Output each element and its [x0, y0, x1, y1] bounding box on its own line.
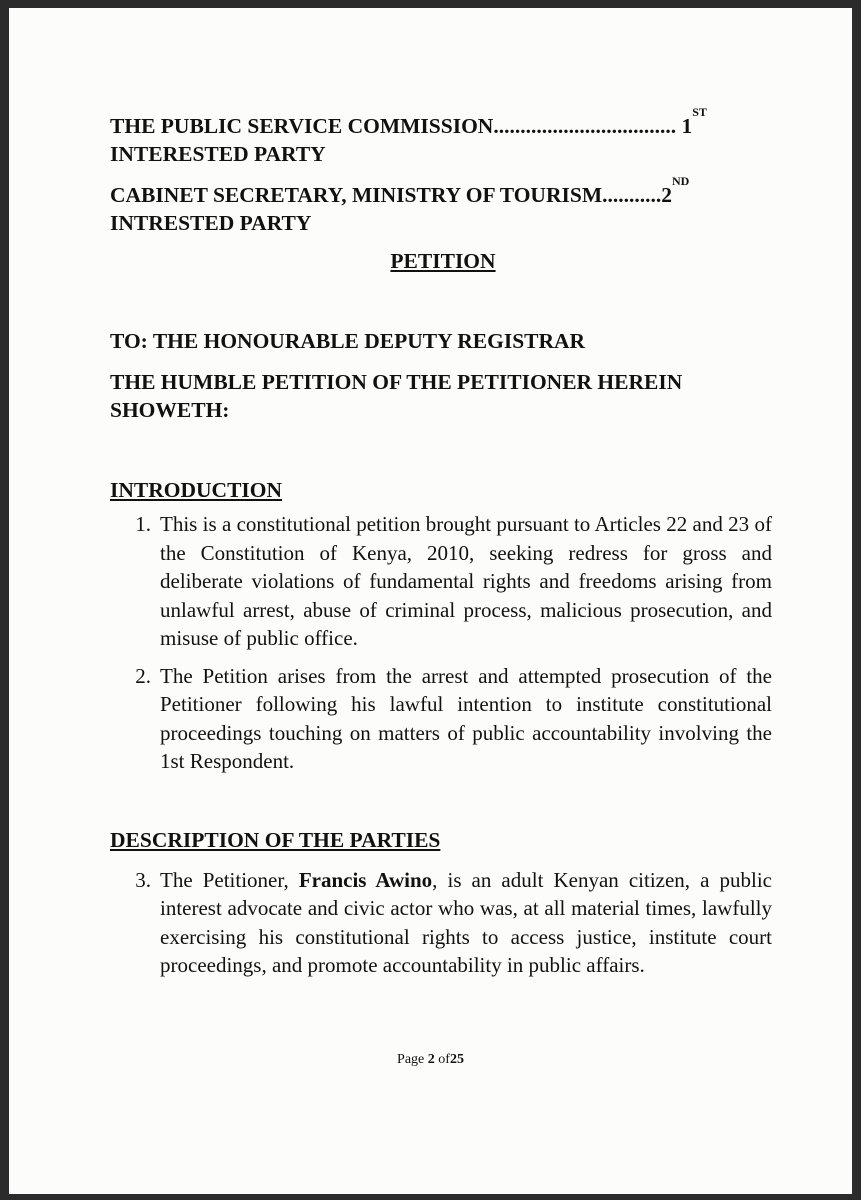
paragraph-number: 2. [135, 663, 151, 688]
paragraph-2 [110, 662, 772, 776]
description-of-parties-heading: DESCRIPTION OF THE PARTIES [110, 827, 441, 852]
second-interested-party [110, 174, 772, 237]
party-name: THE PUBLIC SERVICE COMMISSION [110, 114, 494, 138]
paragraph-text: The Petitioner, Francis Awino, is an adult Kenyan citizen, a public interest advocate and civic actor who was, at all material times, lawfully exercising his constitutional rights to access justice, institute court proceedings, and promote accountability in public affairs. [160, 867, 772, 977]
party-role: INTERESTED PARTY [110, 142, 326, 166]
humble-petition-heading [110, 368, 772, 424]
addressee-line: TO: THE HONOURABLE DEPUTY REGISTRAR [110, 329, 586, 353]
party-ordinal: 2 [661, 183, 672, 207]
party-role: INTRESTED PARTY [110, 211, 312, 235]
document-page [9, 8, 852, 1194]
petitioner-name: Francis Awino [298, 867, 433, 892]
first-interested-party [110, 105, 772, 168]
page-current: 2 [427, 1052, 435, 1067]
paragraph-1 [110, 510, 772, 653]
page-footer [9, 1052, 852, 1068]
party-ordinal: 1 [681, 114, 693, 138]
petition-heading: PETITION [390, 249, 496, 273]
paragraph-number: 1. [135, 512, 151, 536]
paragraph-text: The Petition arises from the arrest and attempted prosecution of the Petitioner following his lawful intention to institute constitutional proceedings touching on matters of public accountability involving the 1st Respondent. [160, 663, 772, 773]
paragraph-number: 3. [135, 867, 151, 892]
paragraph-3 [110, 866, 772, 980]
humble-line-2: SHOWETH: [110, 398, 230, 422]
humble-line-1: THE HUMBLE PETITION OF THE PETITIONER HEREIN [110, 370, 683, 394]
paragraph-text: This is a constitutional petition brought pursuant to Articles 22 and 23 of the Constitution of Kenya, 2010, seeking redress for gross and deliberate violations of fundamental rights and freedoms arising from unlawful arrest, abuse of criminal process, malicious prosecution, and misuse of public office. [160, 512, 772, 650]
dot-leader: ........... [602, 183, 662, 207]
dot-leader: .................................. [493, 114, 677, 138]
party-name: CABINET SECRETARY, MINISTRY OF TOURISM [110, 183, 603, 207]
page-total: 25 [449, 1052, 464, 1067]
party-ordinal-suffix: ND [671, 174, 690, 188]
document-body [110, 105, 772, 980]
introduction-heading: INTRODUCTION [110, 478, 283, 502]
party-ordinal-suffix: ST [692, 105, 707, 119]
page-label: Page [397, 1052, 425, 1067]
page-of: of [438, 1052, 450, 1067]
